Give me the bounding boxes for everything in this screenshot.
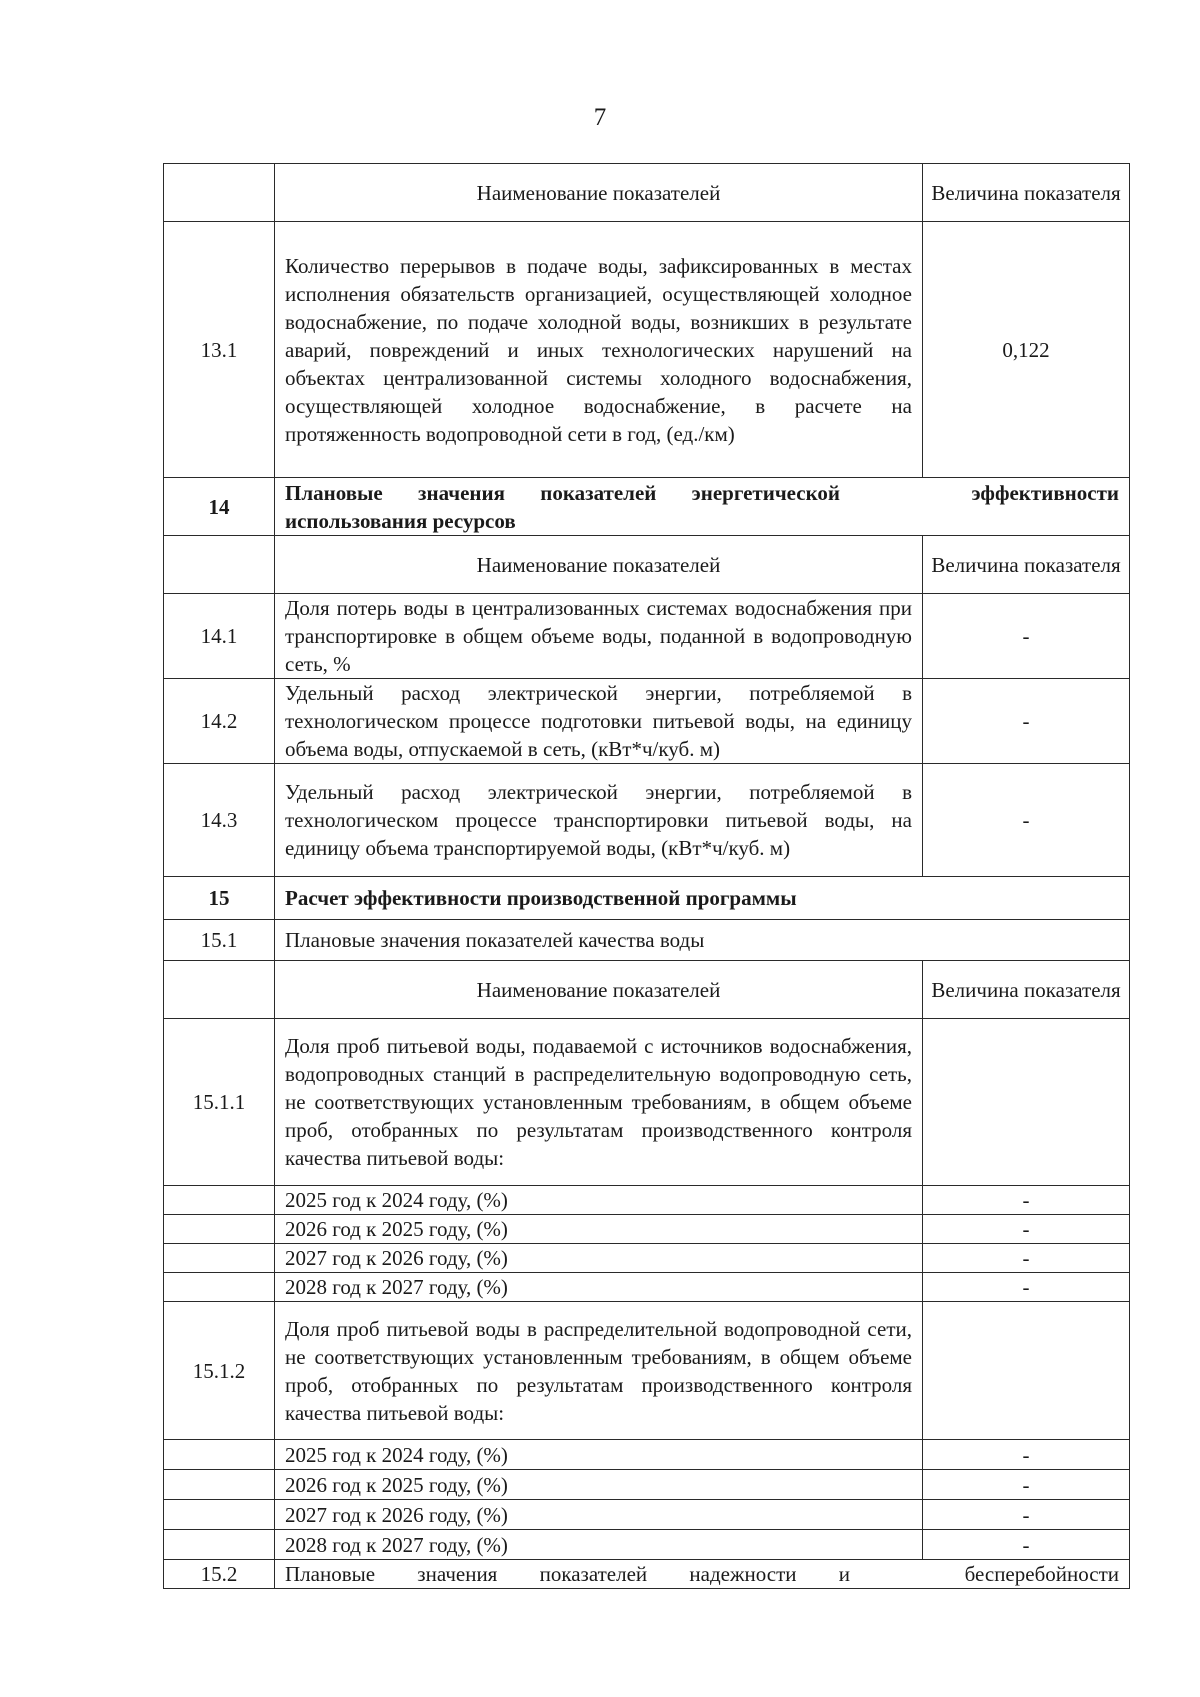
column-header-name: Наименование показателей (275, 164, 923, 222)
row-number: 14.2 (164, 679, 275, 764)
row-number: 14.1 (164, 594, 275, 679)
year-row (164, 1186, 1130, 1215)
empty-cell (164, 961, 275, 1019)
subsection-title-main: Плановые значения показателей надежности и (285, 1562, 850, 1586)
year-label: 2028 год к 2027 году, (%) (275, 1530, 923, 1560)
year-value: - (923, 1244, 1130, 1273)
year-label: 2026 год к 2025 году, (%) (275, 1470, 923, 1500)
column-header-name: Наименование показателей (275, 961, 923, 1019)
row-number: 15.1 (164, 920, 275, 961)
empty-cell (164, 1273, 275, 1302)
year-value: - (923, 1500, 1130, 1530)
table-header-row (164, 536, 1130, 594)
year-value: - (923, 1470, 1130, 1500)
year-label: 2027 год к 2026 году, (%) (275, 1500, 923, 1530)
indicator-value (923, 1302, 1130, 1440)
indicator-value: - (923, 679, 1130, 764)
row-number: 14.3 (164, 764, 275, 877)
section-title: Расчет эффективности производственной программы (275, 877, 1130, 920)
column-header-name: Наименование показателей (275, 536, 923, 594)
table-row-14-2 (164, 679, 1130, 764)
section-title-right: эффективности (971, 480, 1119, 505)
section-title-main: Плановые значения показателей энергетической (285, 480, 840, 505)
year-row (164, 1500, 1130, 1530)
table-row-13-1 (164, 222, 1130, 478)
table-row-14-1 (164, 594, 1130, 679)
table-header-row (164, 961, 1130, 1019)
table-row-15-1-2 (164, 1302, 1130, 1440)
empty-cell (164, 1470, 275, 1500)
year-row (164, 1470, 1130, 1500)
indicator-value: - (923, 764, 1130, 877)
table-header-row (164, 164, 1130, 222)
year-value: - (923, 1215, 1130, 1244)
section-title-line1 (285, 479, 1119, 507)
year-row (164, 1440, 1130, 1470)
indicator-value: 0,122 (923, 222, 1130, 478)
empty-cell (164, 1244, 275, 1273)
year-label: 2027 год к 2026 году, (%) (275, 1244, 923, 1273)
row-number: 15.1.2 (164, 1302, 275, 1440)
year-row (164, 1273, 1130, 1302)
year-value: - (923, 1440, 1130, 1470)
row-number: 15.1.1 (164, 1019, 275, 1186)
column-header-value: Величина показателя (923, 961, 1130, 1019)
section-title-line2: использования ресурсов (285, 508, 516, 533)
year-row (164, 1244, 1130, 1273)
year-value: - (923, 1273, 1130, 1302)
indicators-table (163, 163, 1130, 1589)
indicator-value (923, 1019, 1130, 1186)
empty-cell (164, 1530, 275, 1560)
column-header-value: Величина показателя (923, 536, 1130, 594)
year-value: - (923, 1186, 1130, 1215)
section-row-15 (164, 877, 1130, 920)
section-row-14 (164, 478, 1130, 536)
table-row-15-2 (164, 1560, 1130, 1589)
indicator-text: Удельный расход электрической энергии, потребляемой в технологическом процессе транспортировки питьевой воды, на единицу объема транспортируемой воды, (кВт*ч/куб. м) (275, 764, 923, 877)
section-number: 14 (164, 478, 275, 536)
indicator-text: Доля проб питьевой воды в распределительной водопроводной сети, не соответствующих установленным требованиям, в общем объеме проб, отобранных по результатам производственного контроля качества питьевой воды: (275, 1302, 923, 1440)
page-number: 7 (593, 104, 607, 131)
table-row-14-3 (164, 764, 1130, 877)
subsection-title-right: бесперебойности (964, 1562, 1119, 1586)
year-row (164, 1215, 1130, 1244)
empty-cell (164, 1215, 275, 1244)
subsection-title: Плановые значения показателей качества воды (275, 920, 1130, 961)
table-row-15-1-1 (164, 1019, 1130, 1186)
subsection-title (275, 1560, 1130, 1589)
year-label: 2026 год к 2025 году, (%) (275, 1215, 923, 1244)
year-label: 2025 год к 2024 году, (%) (275, 1186, 923, 1215)
empty-cell (164, 1186, 275, 1215)
year-label: 2028 год к 2027 году, (%) (275, 1273, 923, 1302)
column-header-value: Величина показателя (923, 164, 1130, 222)
empty-cell (164, 1500, 275, 1530)
empty-cell (164, 164, 275, 222)
table-row-15-1 (164, 920, 1130, 961)
year-row (164, 1530, 1130, 1560)
indicator-text: Доля проб питьевой воды, подаваемой с источников водоснабжения, водопроводных станций в распределительную водопроводную сеть, не соответствующих установленным требованиям, в общем объеме проб, отобранных по результатам производственного контроля качества питьевой воды: (275, 1019, 923, 1186)
section-number: 15 (164, 877, 275, 920)
row-number: 15.2 (164, 1560, 275, 1589)
indicator-value: - (923, 594, 1130, 679)
indicator-text: Удельный расход электрической энергии, потребляемой в технологическом процессе подготовки питьевой воды, на единицу объема воды, отпускаемой в сеть, (кВт*ч/куб. м) (275, 679, 923, 764)
section-title (275, 478, 1130, 536)
year-value: - (923, 1530, 1130, 1560)
empty-cell (164, 1440, 275, 1470)
row-number: 13.1 (164, 222, 275, 478)
empty-cell (164, 536, 275, 594)
indicator-text: Доля потерь воды в централизованных системах водоснабжения при транспортировке в общем объеме воды, поданной в водопроводную сеть, % (275, 594, 923, 679)
indicator-text: Количество перерывов в подаче воды, зафиксированных в местах исполнения обязательств организацией, осуществляющей холодное водоснабжение, по подаче холодной воды, возникших в результате аварий, повреждений и иных технологических нарушений на объектах централизованной системы холодного водоснабжения, осуществляющей холодное водоснабжение, в расчете на протяженность водопроводной сети в год, (ед./км) (275, 222, 923, 478)
subsection-title-line (285, 1560, 1119, 1588)
year-label: 2025 год к 2024 году, (%) (275, 1440, 923, 1470)
